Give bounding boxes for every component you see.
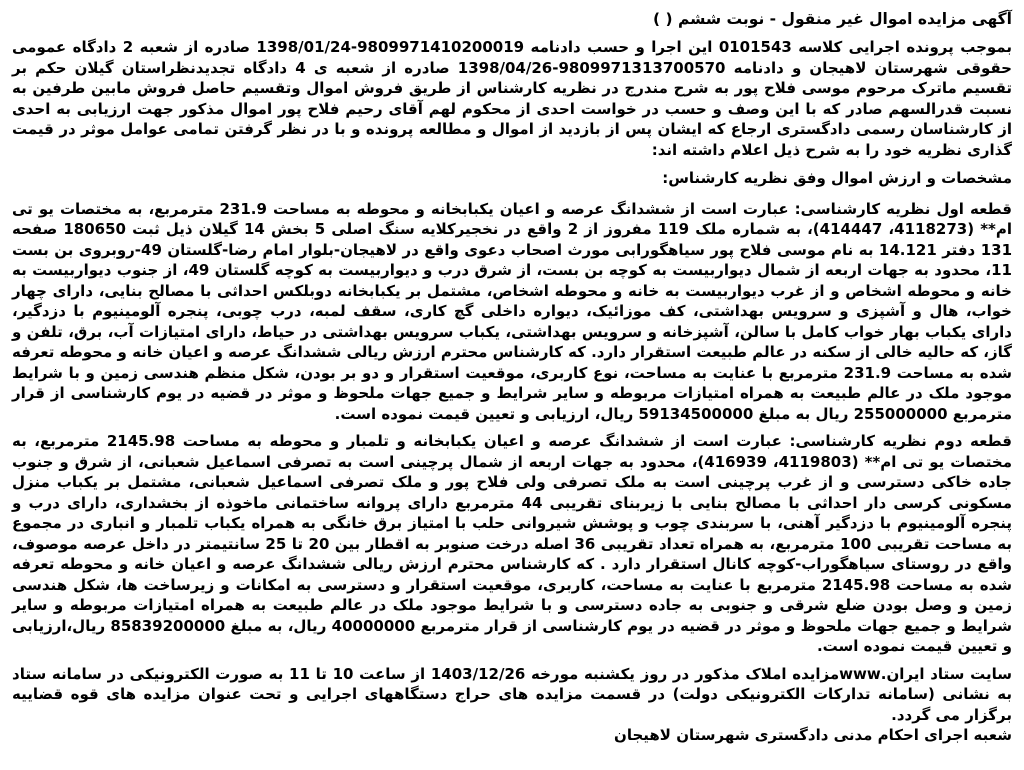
property-item-1: قطعه اول نظریه کارشناسی: عبارت است از ششدانگ عرصه و اعیان یکبابخانه و محوطه به مساحت 231.9 مترمربع، به مختصات یو تی ام** (4118273، 414447)، به شماره ملک 119 مفروز از 2 واقع در نخجیرکلایه سنگ اصلی 5 بخش 14 گیلان ذیل ثبت 180650 صفحه 131 دفتر 14.121 به نام موسی فلاح پور سیاهگورابی مورث اصحاب دعوی واقع در لاهیجان-بلوار امام رضا-گلستان 49-روبروی بن بست 11، محدود به جهات اربعه از شمال دیواربیست به کوچه بن بست، از شرق درب و دیواربیست به کوچه گلستان 49، از جنوب دیواربیست به خانه و محوطه اشخاص و از غرب دیواربیست به خانه و محوطه اشخاص، مشتمل بر یکبابخانه دوبلکس احداثی با مصالح بنایی، دارای چهار خواب، هال و آشپزی و سرویس بهداشتی، کف موزائیک، دیواره داخلی گچ کاری، سقف لمبه، درب چوبی، پنجره آلومینیوم با دزدگیر، دارای یکباب بهار خواب کامل با سالن، آشپزخانه و سرویس بهداشتی، یکباب سرویس بهداشتی در حیاط، دارای امتیازات آب، برق، تلفن و گاز، که حالیه خالی از سکنه در عالم طبیعت استقرار دارد. که کارشناس محترم ارزش ریالی ششدانگ عرصه و اعیان خانه و محوطه تعرفه شده به مساحت 231.9 مترمربع با عنایت به مساحت، نوع کاربری، موقعیت استقرار و دو بر بودن، شکل منظم هندسی زمین و با شرایط موجود ملک در عالم طبیعت به همراه امتیازات مربوطه و سایر شرایط و جمیع جهات ملحوظ و موثر در قضیه در یوم کارشناسی از قرار مترمربع 255000000 ریال به مبلغ 59134500000 ریال، ارزیابی و تعیین قیمت نموده است. bbox=[12, 199, 1013, 423]
property-item-2: قطعه دوم نظریه کارشناسی: عبارت است از ششدانگ عرصه و اعیان یکبابخانه و تلمبار و محوطه به مساحت 2145.98 مترمربع، به مختصات یو تی ام** (4119803، 416939)، محدود به جهات اربعه از شمال پرچینی است به تصرفی اسماعیل شعبانی، از شرق و جنوب جاده خاکی دسترسی و از غرب پرچینی است به ملک تصرفی ولی فلاح پور و ملک تصرفی اسماعیل شعبانی، مشتمل بر یکباب منزل مسکونی کرسی دار احداثی با مصالح بنایی با زیربنای تقریبی 44 مترمربع دارای پروانه ساختمانی ماخوذه از بخشداری، دارای درب و پنجره آلومینیوم با دزدگیر آهنی، با سربندی چوب و پوشش شیروانی حلب با امتیاز برق خانگی به همراه یکباب تلمبار و انباری در مجموع به مساحت تقریبی 100 مترمربع، به همراه تعداد تقریبی 36 اصله درخت صنوبر به اقطار بین 20 تا 25 سانتیمتر در داخل عرصه موصوف، واقع در روستای سیاهگوراب-کوچه کانال استقرار دارد . که کارشناس محترم ارزش ریالی ششدانگ عرصه و اعیان خانه و محوطه تعرفه شده به مساحت 2145.98 مترمربع با عنایت به مساحت، کاربری، موقعیت استقرار و دسترسی به امکانات و زیرساخت ها، شکل هندسی زمین و وصل بودن ضلع شرقی و جنوبی به جاده دسترسی و با شرایط موجود ملک در عالم طبیعت به همراه امتیازات مربوطه و سایر شرایط و جمیع جهات ملحوظ و موثر در قضیه در یوم کارشناسی از قرار مترمربع 40000000 ریال، به مبلغ 85839200000 ریال،ارزیابی و تعیین قیمت نموده است. bbox=[12, 432, 1012, 655]
auction-details-paragraph: سایت ستاد ایران.wwwمزایده املاک مذکور در روز یکشنبه مورخه 1403/12/26 از ساعت 10 تا 11 به صورت الکترونیکی در سامانه ستاد به نشانی (سامانه تدارکات الکترونیکی دولت) در قسمت مزایده های حراج دستگاههای اجرایی و تحت عنوان مزایده های قوه قضاییه برگزار می گردد. bbox=[12, 664, 1012, 724]
intro-paragraph: بموجب پرونده اجرایی کلاسه 0101543 این اجرا و حسب دادنامه 9809971410200019-1398/01/24 صادره از شعبه 2 دادگاه عمومی حقوقی شهرستان لاهیجان و دادنامه 9809971313700570-1398/04/26 صادره از شعبه ی 4 دادگاه تجدیدنظراستان گیلان حکم بر تقسیم ماترک مرحوم موسی فلاح پور به شرح مندرج در نظریه کارشناس از طریق فروش اموال وتقسیم حاصل فروش مابین طرفین به نسبت قدرالسهم صادر که با این وصف و حسب در خواست احدی از محکوم لهم آقای رحیم فلاح پور اموال مذکور جهت ارزیابی به احدی از کارشناسان رسمی دادگستری ارجاع که ایشان پس از بازدید از اموال و مطالعه پرونده و با در نظر گرفتن تمامی عوامل موثر در قیمت گذاری نظریه خود را به شرح ذیل اعلام داشته اند: bbox=[12, 38, 1012, 159]
notice-title: آگهی مزایده اموال غیر منقول - نوبت ششم ( ) bbox=[652, 10, 1012, 28]
issuer-signature: شعبه اجرای احکام مدنی دادگستری شهرستان لاهیجان bbox=[614, 726, 1012, 744]
section-heading: مشخصات و ارزش اموال وفق نظریه کارشناس: bbox=[662, 169, 1012, 187]
